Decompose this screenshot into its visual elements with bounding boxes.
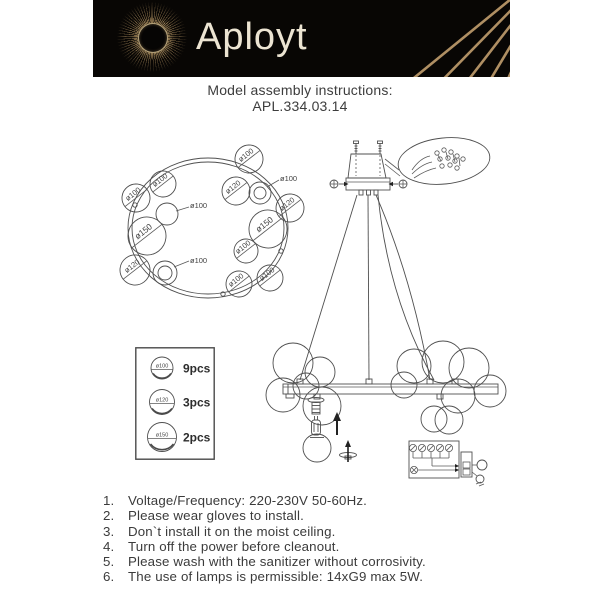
instruction-text: Turn off the power before cleanout.: [128, 538, 340, 554]
instruction-number: 1.: [103, 493, 115, 508]
svg-text:ø100: ø100: [236, 146, 256, 164]
terminal-block-diagram: [409, 441, 487, 486]
svg-text:ø100: ø100: [233, 238, 253, 256]
corner-rays-icon: [93, 0, 510, 77]
page-title: Model assembly instructions:: [207, 82, 393, 98]
instruction-number: 6.: [103, 569, 115, 585]
svg-text:ø100: ø100: [280, 174, 298, 183]
globe-leader-callout: [156, 201, 207, 225]
globe-callout: [229, 234, 263, 268]
mounting-screws: [354, 141, 383, 154]
parts-legend: [135, 347, 215, 460]
insert-arrow-up: [333, 412, 341, 435]
svg-text:ø100: ø100: [190, 201, 208, 210]
svg-text:ø120: ø120: [277, 195, 297, 213]
canopy: [346, 154, 390, 195]
globe-callout: [114, 249, 156, 291]
globe-callout: [216, 171, 255, 210]
globe-callout: [221, 266, 257, 302]
instructions-list: [103, 493, 503, 585]
side-view-diagram: [262, 128, 512, 488]
instruction-text: Voltage/Frequency: 220-230V 50-60Hz.: [128, 493, 367, 508]
legend-row: [151, 357, 211, 379]
instruction-number: 3.: [103, 523, 115, 539]
svg-text:ø100: ø100: [123, 185, 143, 203]
svg-text:ø100: ø100: [150, 171, 170, 189]
lamp-socket: [308, 398, 324, 415]
instruction-item: [103, 508, 503, 523]
legend-row: [150, 390, 211, 415]
instruction-number: 5.: [103, 554, 115, 570]
instruction-item: [103, 569, 503, 584]
globe-callout: [120, 209, 173, 262]
chandelier-bar: [283, 379, 498, 399]
svg-text:ø150: ø150: [132, 221, 155, 242]
instruction-item: [103, 524, 503, 539]
instruction-text: Don`t install it on the moist ceiling.: [128, 523, 336, 539]
brand-name: Aployt: [196, 15, 308, 58]
instruction-text: Please wash with the sanitizer without corrosivity.: [128, 554, 426, 570]
instruction-text: Please wear gloves to install.: [128, 508, 304, 524]
instruction-number: 4.: [103, 538, 115, 554]
legend-row: [148, 423, 211, 452]
globe-detail: [303, 434, 331, 462]
suspension-wires: [300, 195, 434, 380]
svg-text:ø100: ø100: [190, 256, 208, 265]
model-number: APL.334.03.14: [252, 98, 348, 114]
instruction-text: The use of lamps is permissible: 14xG9 max 5W.: [128, 569, 424, 585]
legend-qty: 9pcs: [183, 361, 211, 376]
fitting-arrow-up: [340, 440, 357, 462]
instruction-number: 2.: [103, 508, 115, 524]
svg-text:ø120: ø120: [223, 178, 243, 196]
svg-text:ø100: ø100: [226, 271, 246, 289]
title-block: [0, 82, 600, 114]
brand-banner: [93, 0, 510, 77]
svg-text:ø150: ø150: [253, 214, 276, 235]
legend-qty: 2pcs: [183, 430, 211, 445]
legend-diameter: ø100: [155, 363, 169, 370]
g9-bulb: [312, 416, 321, 435]
legend-qty: 3pcs: [183, 395, 211, 410]
ring-callout: [153, 256, 207, 285]
legend-diameter: ø150: [155, 432, 169, 439]
legend-diameter: ø120: [155, 397, 169, 404]
side-screw-right: [389, 180, 408, 188]
svg-text:ø100: ø100: [257, 265, 277, 283]
svg-text:ø120: ø120: [122, 257, 142, 275]
instruction-item: [103, 554, 503, 569]
instruction-item: [103, 539, 503, 554]
instruction-item: [103, 493, 503, 508]
globe-cluster-right: [391, 341, 506, 434]
